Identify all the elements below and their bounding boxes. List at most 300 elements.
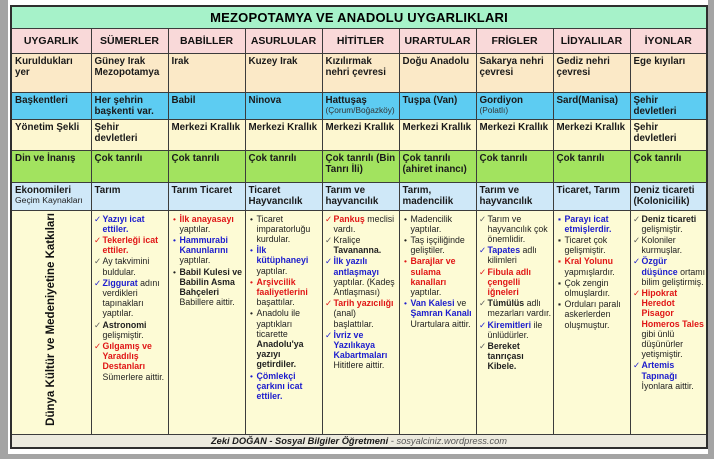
row-label-baskentleri	[11, 92, 91, 120]
contributions-urartular	[399, 210, 476, 434]
check-icon: ✓	[93, 234, 102, 245]
cell-din-ve-inanis-iyonlar	[630, 151, 707, 183]
text-segment: Hititlere aittir.	[333, 360, 385, 371]
text-segment: Babillere aittir.	[179, 297, 235, 308]
cell-text: Ege kıyıları	[633, 55, 686, 67]
text-segment: Anadolu ile yaptıkları ticarette	[256, 308, 301, 339]
cell-text: Çok tanrılı (Bin Tanrı İli)	[325, 153, 396, 176]
cell-kurulduklari-yer-lidyalilar	[553, 53, 630, 92]
check-icon: ✓	[93, 341, 102, 351]
list-item	[401, 256, 475, 297]
info-row-din-ve-inanis	[11, 151, 707, 183]
list-item	[478, 320, 552, 340]
cell-text: Sard(Manisa)	[556, 94, 619, 106]
cell-kurulduklari-yer-sumerler	[91, 53, 168, 92]
cell-text: Çok tanrılı	[94, 153, 143, 165]
cell-text: Güney Irak Mezopotamya	[94, 55, 160, 78]
list-item	[170, 235, 244, 266]
check-icon: ✓	[93, 319, 102, 330]
cell-text: Çok tanrılı	[248, 153, 297, 165]
cell-din-ve-inanis-babiller	[168, 151, 245, 183]
list-item-text	[180, 267, 244, 308]
bullet-icon: •	[404, 234, 407, 245]
check-icon: ✓	[478, 266, 487, 277]
list-item	[247, 371, 321, 402]
text-segment: Tapates	[487, 245, 521, 256]
cell-text: Gordiyon	[479, 94, 524, 106]
list-item-text	[180, 235, 244, 266]
cell-text: Kızılırmak nehri çevresi	[325, 55, 386, 78]
list-item-text	[565, 235, 629, 255]
list-item	[478, 341, 552, 372]
check-icon: ✓	[324, 256, 333, 267]
cell-text: Tuşpa (Van)	[402, 94, 458, 106]
cell-text: Merkezi Krallık	[248, 122, 318, 134]
footer-credit	[11, 434, 707, 448]
cell-text: Çok tanrılı	[556, 153, 605, 165]
cell-din-ve-inanis-frigler	[476, 151, 553, 183]
text-segment: Tekerleği icat ettiler.	[102, 234, 159, 256]
check-icon: ✓	[324, 213, 333, 224]
row-sublabel-text: Geçim Kaynakları	[15, 195, 83, 206]
text-segment: Çok zengin olmuşlardır.	[564, 277, 610, 298]
check-icon: ✓	[93, 277, 102, 288]
cell-yonetim-sekli-frigler	[476, 120, 553, 151]
check-icon: ✓	[324, 298, 333, 309]
bullet-icon: •	[173, 213, 176, 224]
text-segment: (anal) başlattılar.	[333, 308, 374, 329]
col-header-hititler: HİTİTLER	[322, 28, 399, 53]
list-item	[401, 298, 475, 329]
text-segment: adlı mezarları vardır.	[487, 298, 552, 319]
text-segment: Astronomi	[102, 319, 147, 330]
check-icon: ✓	[478, 213, 487, 224]
cell-din-ve-inanis-sumerler	[91, 151, 168, 183]
list-item-text	[411, 235, 475, 255]
bullet-icon: •	[173, 266, 176, 277]
text-segment: Koloniler kurmuşlar.	[641, 234, 683, 256]
cell-text: Tarım ve hayvancılık	[325, 185, 379, 208]
check-icon: ✓	[632, 287, 641, 298]
check-icon: ✓	[93, 213, 102, 224]
cell-yonetim-sekli-babiller	[168, 120, 245, 151]
cell-yonetim-sekli-sumerler	[91, 120, 168, 151]
list-item	[401, 235, 475, 255]
text-segment: Ziggurat	[102, 277, 138, 288]
check-icon: ✓	[478, 319, 487, 330]
cell-text: Merkezi Krallık	[479, 122, 549, 134]
contributions-hititler	[322, 210, 399, 434]
list-item-text	[565, 256, 629, 276]
bullet-icon: ▪	[558, 299, 561, 310]
cell-baskentleri-babiller	[168, 92, 245, 120]
row-label-kurulduklari-yer	[11, 53, 91, 92]
contributions-lidyalilar	[553, 210, 630, 434]
row-label-text: Başkentleri	[15, 94, 68, 106]
text-segment: Anadolu'ya yazıyı getirdiler.	[256, 339, 304, 370]
cell-din-ve-inanis-lidyalilar	[553, 151, 630, 183]
row-label-ekonomileri	[11, 183, 91, 211]
list-item-text	[411, 298, 475, 329]
text-segment: yaptılar.	[256, 265, 288, 276]
text-segment: Pankuş	[333, 213, 365, 224]
cell-text: Tarım Ticaret	[171, 185, 233, 197]
check-icon: ✓	[478, 341, 487, 351]
cell-ekonomileri-hititler	[322, 183, 399, 211]
bullet-icon: •	[250, 308, 253, 319]
cell-ekonomileri-lidyalilar	[553, 183, 630, 211]
check-icon: ✓	[478, 298, 487, 309]
text-segment: adlı kilimleri	[487, 245, 537, 266]
text-segment: Orduları paralı askerlerden oluşmuştur.	[564, 299, 621, 330]
list-item-text	[334, 235, 398, 255]
text-segment: başattılar.	[256, 297, 295, 308]
cell-ekonomileri-iyonlar	[630, 183, 707, 211]
cell-baskentleri-asurlular	[245, 92, 322, 120]
cell-kurulduklari-yer-asurlular	[245, 53, 322, 92]
list-item-text	[642, 256, 706, 287]
list-item-text	[257, 245, 321, 276]
contributions-sumerler	[91, 210, 168, 434]
text-segment: Kiremitleri	[487, 319, 532, 330]
footer-author: Zeki DOĞAN - Sosyal Bilgiler Öğretmeni	[211, 435, 389, 446]
cell-din-ve-inanis-asurlular	[245, 151, 322, 183]
contributions-row	[11, 210, 707, 434]
row-label-yonetim-sekli	[11, 120, 91, 151]
cell-text: Şehir devletleri	[633, 122, 677, 145]
cell-text: Hattuşaş	[325, 94, 367, 106]
bullet-icon: •	[250, 213, 253, 224]
col-header-urartular: URARTULAR	[399, 28, 476, 53]
bullet-icon: ▪	[558, 213, 561, 224]
contributions-iyonlar	[630, 210, 707, 434]
list-item-text	[411, 256, 475, 297]
col-header-babiller: BABİLLER	[168, 28, 245, 53]
list-item-text	[103, 235, 167, 255]
cell-text: Babil	[171, 94, 196, 106]
list-item-text	[565, 278, 629, 298]
list-item	[247, 308, 321, 369]
list-item	[324, 214, 398, 234]
text-segment: Hipokrat Heredot Pisagor Homeros Tales	[641, 287, 704, 329]
list-item	[247, 277, 321, 308]
list-item-text	[103, 214, 167, 234]
list-item-text	[334, 214, 398, 234]
cell-text: Çok tanrılı	[171, 153, 220, 165]
cell-text: Gediz nehri çevresi	[556, 55, 610, 78]
list-item	[555, 278, 629, 298]
list-item-text	[565, 299, 629, 330]
cell-text: Tarım, madencilik	[402, 185, 454, 208]
cell-text: Şehir devletleri	[633, 94, 677, 117]
bullet-icon: ▪	[558, 234, 561, 245]
table-title: MEZOPOTAMYA VE ANADOLU UYGARLIKLARI	[11, 6, 707, 28]
contributions-frigler	[476, 210, 553, 434]
bullet-icon: ▪	[558, 277, 561, 288]
row-label-text: Yönetim Şekli	[15, 122, 80, 134]
list-item	[324, 330, 398, 371]
text-segment: ve	[454, 298, 467, 309]
text-segment: Ay takvimini buldular.	[102, 256, 150, 277]
text-segment: Hammurabi Kanunlarını	[179, 234, 228, 256]
contributions-asurlular	[245, 210, 322, 434]
list-item-text	[488, 320, 552, 340]
list-item	[632, 360, 706, 391]
cell-kurulduklari-yer-babiller	[168, 53, 245, 92]
text-segment: Yazıyı icat ettiler.	[102, 213, 145, 234]
text-segment: yaptılar.	[179, 255, 211, 266]
cell-baskentleri-frigler	[476, 92, 553, 120]
text-segment: Ticaret imparatorluğu kurdular.	[256, 213, 311, 244]
list-item-text	[103, 341, 167, 382]
list-item	[93, 320, 167, 340]
check-icon: ✓	[632, 234, 641, 245]
cell-baskentleri-iyonlar	[630, 92, 707, 120]
list-item	[401, 214, 475, 234]
bullet-icon: •	[250, 245, 253, 256]
list-item	[324, 298, 398, 329]
text-segment: gelişmiştir.	[102, 329, 144, 340]
list-item	[555, 299, 629, 330]
cell-baskentleri-hititler	[322, 92, 399, 120]
text-segment: Tümülüs	[487, 298, 525, 309]
text-segment: Artemis Tapınağı	[641, 360, 678, 381]
cell-baskentleri-urartular	[399, 92, 476, 120]
text-segment: Taş işçiliğinde geliştiler.	[410, 234, 465, 256]
contributions-label: Dünya Kültür ve Medeniyetine Katkıları	[45, 213, 58, 426]
text-segment: yaptılar. (Kadeş Antlaşması)	[333, 276, 395, 297]
info-row-yonetim-sekli	[11, 120, 707, 151]
cell-text: Ticaret Hayvancılık	[248, 185, 303, 208]
list-item	[632, 214, 706, 234]
cell-text: Sakarya nehri çevresi	[479, 55, 544, 78]
text-segment: İlk yazılı antlaşmayı	[333, 256, 379, 277]
list-item	[170, 214, 244, 234]
list-item-text	[642, 214, 706, 234]
cell-kurulduklari-yer-iyonlar	[630, 53, 707, 92]
cell-text: Çok tanrılı	[479, 153, 528, 165]
list-item	[93, 214, 167, 234]
cell-text: Merkezi Krallık	[556, 122, 626, 134]
cell-text: Tarım	[94, 185, 121, 197]
footer-row	[11, 434, 707, 448]
text-segment: Madencilik yaptılar.	[410, 213, 453, 234]
col-header-asurlular: ASURLULAR	[245, 28, 322, 53]
text-segment: Ticaret çok gelişmiştir.	[564, 234, 608, 256]
cell-ekonomileri-sumerler	[91, 183, 168, 211]
title-row	[11, 6, 707, 28]
cell-yonetim-sekli-asurlular	[245, 120, 322, 151]
cell-subtext: (Polatlı)	[479, 104, 509, 115]
col-header-sumerler: SÜMERLER	[91, 28, 168, 53]
cell-text: Merkezi Krallık	[325, 122, 395, 134]
list-item	[632, 235, 706, 255]
page-sheet	[8, 0, 708, 454]
list-item-text	[334, 256, 398, 297]
list-item-text	[565, 214, 629, 234]
text-segment: Kraliçe	[333, 234, 361, 245]
list-item	[555, 256, 629, 276]
text-segment: Çömlekçi çarkını icat ettiler.	[256, 370, 303, 402]
cell-din-ve-inanis-hititler	[322, 151, 399, 183]
cell-kurulduklari-yer-urartular	[399, 53, 476, 92]
text-segment: yaptılar.	[179, 223, 211, 234]
check-icon: ✓	[324, 234, 333, 245]
check-icon: ✓	[93, 256, 102, 267]
row-label-text: Din ve İnanış	[15, 153, 76, 165]
cell-kurulduklari-yer-frigler	[476, 53, 553, 92]
bullet-icon: •	[404, 256, 407, 267]
text-segment: yapmışlardır.	[564, 266, 615, 277]
list-item	[93, 278, 167, 319]
bullet-icon: ▪	[558, 256, 561, 267]
text-segment: gibi ünlü düşünürler yetişmiştir.	[641, 328, 684, 360]
check-icon: ✓	[478, 245, 487, 256]
text-segment: Bereket tanrıçası Kibele.	[487, 341, 524, 372]
text-segment: gelişmiştir.	[641, 223, 683, 234]
list-item-text	[488, 267, 552, 298]
cell-text: Çok tanrılı (ahiret inancı)	[402, 153, 467, 176]
footer-website: - sosyalciniz.wordpress.com	[388, 435, 508, 446]
cell-text: Ticaret, Tarım	[556, 185, 620, 197]
list-item-text	[257, 371, 321, 402]
list-item-text	[642, 235, 706, 255]
list-item-text	[642, 288, 706, 359]
col-header-lidyalilar: LİDYALILAR	[553, 28, 630, 53]
cell-text: Her şehrin başkenti var.	[94, 94, 154, 117]
cell-yonetim-sekli-hititler	[322, 120, 399, 151]
cell-text: Çok tanrılı	[633, 153, 682, 165]
cell-ekonomileri-babiller	[168, 183, 245, 211]
cell-text: Merkezi Krallık	[171, 122, 241, 134]
cell-text: Irak	[171, 55, 189, 67]
check-icon: ✓	[632, 360, 641, 371]
list-item-text	[257, 214, 321, 245]
cell-baskentleri-sumerler	[91, 92, 168, 120]
text-segment: Sümerlere aittir.	[102, 371, 165, 382]
list-item-text	[488, 245, 552, 265]
list-item	[632, 288, 706, 359]
list-item	[478, 245, 552, 265]
cell-ekonomileri-asurlular	[245, 183, 322, 211]
cell-text: Doğu Anadolu	[402, 55, 470, 67]
cell-kurulduklari-yer-hititler	[322, 53, 399, 92]
cell-yonetim-sekli-iyonlar	[630, 120, 707, 151]
list-item-text	[642, 360, 706, 391]
text-segment: Özgür düşünce	[641, 256, 678, 277]
cell-yonetim-sekli-lidyalilar	[553, 120, 630, 151]
row-label-text: Kuruldukları yer	[15, 55, 73, 78]
bullet-icon: •	[250, 276, 253, 287]
list-item	[93, 341, 167, 382]
text-segment: meclisi vardı.	[333, 213, 395, 234]
text-segment: Parayı icat etmişlerdir.	[564, 213, 612, 234]
header-row	[11, 28, 707, 53]
text-segment: Babil Kulesi ve Babilin Asma Bahçeleri	[179, 266, 243, 297]
list-item	[324, 256, 398, 297]
row-label-din-ve-inanis	[11, 151, 91, 183]
text-segment: Tavananna.	[333, 245, 382, 256]
col-header-uygarlik: UYGARLIK	[11, 28, 91, 53]
info-row-kurulduklari-yer	[11, 53, 707, 92]
text-segment: ortamı bilim geliştirmiş.	[641, 266, 706, 287]
list-item	[555, 214, 629, 234]
text-segment: Barajlar ve sulama kanalları	[410, 256, 456, 287]
cell-text: Ninova	[248, 94, 282, 106]
list-item	[247, 214, 321, 245]
cell-subtext: (Çorum/Boğazköy)	[325, 104, 395, 115]
list-item	[247, 245, 321, 276]
list-item	[478, 267, 552, 298]
cell-din-ve-inanis-urartular	[399, 151, 476, 183]
list-item	[324, 235, 398, 255]
list-item-text	[103, 320, 167, 340]
list-item-text	[334, 298, 398, 329]
list-item	[170, 267, 244, 308]
list-item-text	[103, 256, 167, 276]
col-header-iyonlar: İYONLAR	[630, 28, 707, 53]
list-item-text	[257, 277, 321, 308]
text-segment: Gılgamış ve Yaradılış Destanları	[102, 341, 152, 372]
list-item	[93, 256, 167, 276]
list-item-text	[180, 214, 244, 234]
list-item-text	[488, 341, 552, 372]
text-segment: İyonlara aittir.	[641, 380, 694, 391]
cell-text: Kuzey Irak	[248, 55, 298, 67]
civilizations-table	[10, 5, 708, 449]
list-item-text	[334, 330, 398, 371]
list-item	[478, 298, 552, 318]
text-segment: Urartulara aittir.	[410, 318, 471, 329]
text-segment: Tarih yazıcılığı	[333, 298, 394, 309]
contributions-label-cell	[11, 210, 91, 434]
cell-yonetim-sekli-urartular	[399, 120, 476, 151]
text-segment: İlk kütüphaneyi	[256, 245, 309, 266]
text-segment: Deniz ticareti	[641, 213, 697, 224]
text-segment: adını verdikleri tapınakları yaptılar.	[102, 277, 160, 319]
list-item-text	[488, 214, 552, 245]
cell-baskentleri-lidyalilar	[553, 92, 630, 120]
list-item-text	[411, 214, 475, 234]
list-item-text	[103, 278, 167, 319]
text-segment: yaptılar.	[410, 286, 442, 297]
contributions-babiller	[168, 210, 245, 434]
list-item	[478, 214, 552, 245]
check-icon: ✓	[324, 329, 333, 340]
list-item-text	[257, 308, 321, 369]
bullet-icon: •	[404, 298, 407, 309]
text-segment: ile ünlüdürler.	[487, 319, 543, 340]
row-label-text: Ekonomileri	[15, 185, 72, 197]
bullet-icon: •	[173, 234, 176, 245]
text-segment: Tarım ve hayvancılık çok önemlidir.	[487, 213, 548, 244]
text-segment: Van Kalesi	[410, 298, 455, 309]
text-segment: İvriz ve Yazılıkaya Kabartmaları	[333, 329, 388, 361]
check-icon: ✓	[632, 213, 641, 224]
list-item-text	[488, 298, 552, 318]
text-segment: İlk anayasayı	[179, 213, 234, 224]
cell-text: Merkezi Krallık	[402, 122, 472, 134]
bullet-icon: •	[404, 213, 407, 224]
bullet-icon: •	[250, 370, 253, 381]
cell-text: Deniz ticareti (Kolonicilik)	[633, 185, 695, 208]
text-segment: Kral Yolunu	[564, 256, 614, 267]
cell-ekonomileri-frigler	[476, 183, 553, 211]
cell-ekonomileri-urartular	[399, 183, 476, 211]
list-item	[93, 235, 167, 255]
text-segment: Şamran Kanalı	[410, 308, 472, 319]
info-row-ekonomileri	[11, 183, 707, 211]
